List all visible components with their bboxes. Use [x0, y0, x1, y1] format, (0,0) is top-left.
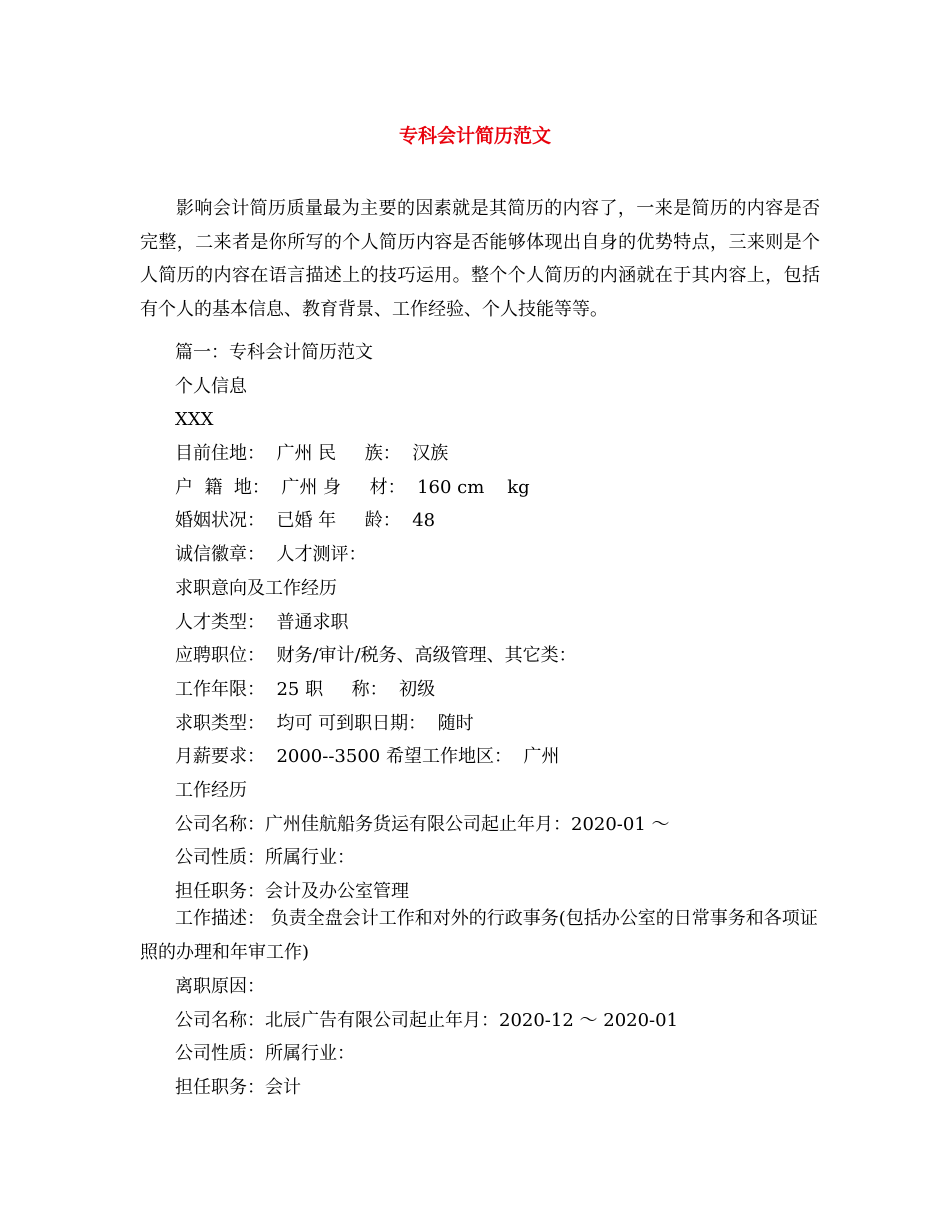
resume-line: 公司性质：所属行业：: [175, 847, 355, 869]
resume-line: 公司名称：北辰广告有限公司起止年月：2020-12 ～ 2020-01: [175, 1009, 679, 1031]
resume-line: 婚姻状况： 已婚 年 龄： 48: [175, 510, 436, 532]
resume-line: 担任职务：会计: [175, 1077, 301, 1099]
resume-line: 公司性质：所属行业：: [175, 1043, 355, 1065]
resume-line: 工作经历: [175, 779, 247, 801]
resume-line: 月薪要求： 2000--3500 希望工作地区： 广州: [175, 746, 560, 768]
resume-line: 担任职务：会计及办公室管理: [175, 881, 409, 902]
resume-line: 公司名称：广州佳航船务货运有限公司起止年月：2020-01 ～: [175, 813, 670, 835]
resume-line: 求职意向及工作经历: [175, 577, 337, 599]
resume-line: 诚信徽章： 人才测评：: [175, 544, 367, 566]
resume-line: 篇一：专科会计简历范文: [175, 342, 373, 363]
resume-line: 目前住地： 广州 民 族： 汉族: [175, 443, 449, 465]
resume-line: 个人信息: [175, 375, 247, 397]
resume-line: 应聘职位： 财务/审计/税务、高级管理、其它类：: [175, 645, 577, 667]
work-description: 工作描述： 负责全盘会计工作和对外的行政事务(包括办公室的日常事务和各项证照的办理和年审工作): [140, 908, 818, 963]
resume-lines: [175, 336, 825, 909]
resume-line: 工作年限： 25 职 称： 初级: [175, 678, 436, 700]
document-title: 专科会计简历范文: [398, 125, 551, 147]
resume-line: 求职类型： 均可 可到职日期： 随时: [175, 712, 474, 734]
resume-lines-after: [175, 970, 825, 1105]
resume-line: XXX: [175, 409, 214, 431]
resume-line: 人才类型： 普通求职: [175, 611, 349, 633]
resume-line: 离职原因：: [175, 976, 265, 997]
resume-line: 户 籍 地： 广州 身 材： 160 cm kg: [175, 476, 530, 498]
intro-paragraph: 影响会计简历质量最为主要的因素就是其简历的内容了，一来是简历的内容是否完整，二来者是你所写的个人简历内容是否能够体现出自身的优势特点，三来则是个人简历的内容在语言描述上的技巧运用。整个个人简历的内涵就在于其内容上，包括有个人的基本信息、教育背景、工作经验、个人技能等等。: [140, 198, 820, 321]
